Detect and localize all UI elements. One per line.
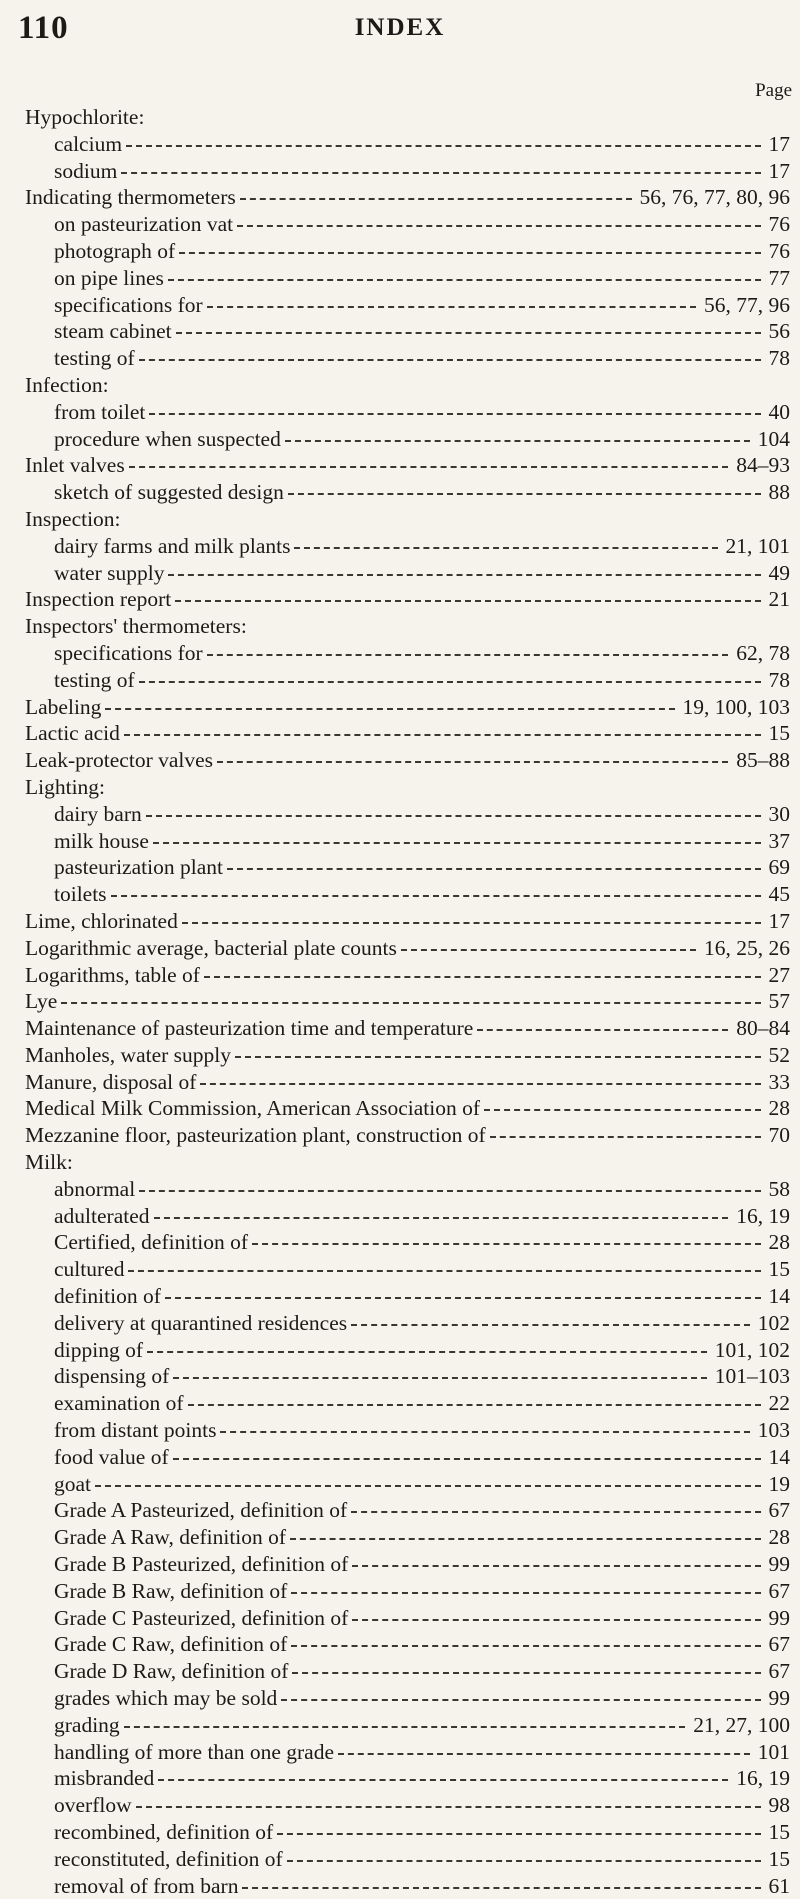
dot-leader bbox=[188, 1404, 761, 1406]
dot-leader bbox=[173, 1377, 707, 1379]
dot-leader bbox=[146, 815, 761, 817]
index-heading bbox=[0, 720, 800, 747]
entry-text: from toilet bbox=[54, 399, 146, 424]
entry-pages: 52 bbox=[765, 1042, 791, 1069]
entry-text: milk house bbox=[54, 828, 149, 853]
dot-leader bbox=[484, 1109, 761, 1111]
entry-pages: 56, 76, 77, 80, 96 bbox=[636, 184, 791, 211]
entry-pages: 37 bbox=[765, 828, 791, 855]
index-heading bbox=[0, 372, 800, 399]
dot-leader bbox=[154, 1217, 728, 1219]
index-heading bbox=[0, 506, 800, 533]
entry-pages: 56, 77, 96 bbox=[700, 292, 790, 319]
entry-pages: 21 bbox=[765, 586, 791, 613]
entry-text: food value of bbox=[54, 1444, 169, 1469]
index-subentry bbox=[0, 801, 800, 828]
dot-leader bbox=[111, 895, 761, 897]
dot-leader bbox=[291, 1645, 761, 1647]
entry-text: Infection: bbox=[25, 372, 109, 397]
entry-pages: 88 bbox=[765, 479, 791, 506]
entry-pages: 16, 25, 26 bbox=[700, 935, 790, 962]
entry-pages: 80–84 bbox=[732, 1015, 790, 1042]
dot-leader bbox=[207, 306, 696, 308]
dot-leader bbox=[291, 1592, 761, 1594]
entry-text: recombined, definition of bbox=[54, 1820, 274, 1844]
entry-text: dipping of bbox=[54, 1337, 143, 1362]
index-subentry bbox=[0, 1363, 800, 1390]
dot-leader bbox=[490, 1136, 761, 1138]
dot-leader bbox=[200, 1083, 761, 1085]
entry-text: abnormal bbox=[54, 1176, 136, 1201]
index-subentry bbox=[0, 211, 800, 238]
index-subentry bbox=[0, 1551, 800, 1578]
entry-text: definition of bbox=[54, 1284, 161, 1309]
entry-pages: 85–88 bbox=[732, 747, 790, 774]
entry-text: grades which may be sold bbox=[54, 1686, 278, 1711]
entry-pages: 102 bbox=[754, 1310, 790, 1337]
dot-leader bbox=[217, 761, 728, 763]
entry-pages: 15 bbox=[765, 720, 791, 747]
entry-pages: 67 bbox=[765, 1578, 791, 1605]
entry-pages: 17 bbox=[765, 131, 791, 158]
entry-pages: 84–93 bbox=[732, 452, 790, 479]
entry-text: Indicating thermometers bbox=[25, 185, 236, 210]
index-heading bbox=[0, 962, 800, 989]
entry-pages: 98 bbox=[765, 1792, 791, 1819]
entry-text: Hypochlorite: bbox=[25, 105, 145, 129]
index-heading bbox=[0, 1122, 800, 1149]
index-subentry bbox=[0, 318, 800, 345]
index-subentry bbox=[0, 292, 800, 319]
dot-leader bbox=[139, 1190, 761, 1192]
dot-leader bbox=[124, 1726, 685, 1728]
entry-pages: 15 bbox=[765, 1256, 791, 1283]
entry-text: sodium bbox=[54, 158, 118, 183]
dot-leader bbox=[352, 1619, 761, 1621]
index-heading bbox=[0, 184, 800, 211]
entry-text: dispensing of bbox=[54, 1364, 170, 1389]
entry-text: Inspectors' thermometers: bbox=[25, 614, 247, 639]
entry-pages: 57 bbox=[765, 988, 791, 1015]
index-subentry bbox=[0, 533, 800, 560]
index-heading bbox=[0, 935, 800, 962]
entry-pages: 99 bbox=[765, 1605, 791, 1632]
entry-text: toilets bbox=[54, 882, 107, 907]
entry-text: Grade A Pasteurized, definition of bbox=[54, 1498, 348, 1523]
dot-leader bbox=[168, 574, 761, 576]
entry-pages: 103 bbox=[754, 1417, 790, 1444]
dot-leader bbox=[294, 547, 718, 549]
entry-text: Lactic acid bbox=[25, 721, 120, 746]
entry-text: sketch of suggested design bbox=[54, 480, 284, 505]
entry-pages: 17 bbox=[765, 158, 791, 185]
entry-pages: 28 bbox=[765, 1095, 791, 1122]
index-subentry bbox=[0, 1524, 800, 1551]
dot-leader bbox=[139, 681, 761, 683]
entry-text: dairy barn bbox=[54, 801, 142, 826]
entry-pages: 22 bbox=[765, 1390, 791, 1417]
entry-pages: 77 bbox=[765, 265, 791, 292]
entry-pages: 67 bbox=[765, 1631, 791, 1658]
entry-text: procedure when suspected bbox=[54, 426, 281, 451]
index-heading bbox=[0, 774, 800, 801]
index-heading bbox=[0, 613, 800, 640]
entry-pages: 19 bbox=[765, 1471, 791, 1498]
index-subentry bbox=[0, 1256, 800, 1283]
entry-text: Manholes, water supply bbox=[25, 1042, 232, 1067]
dot-leader bbox=[281, 1699, 761, 1701]
entry-text: from distant points bbox=[54, 1418, 217, 1443]
index-subentry bbox=[0, 1792, 800, 1819]
entry-pages: 21, 101 bbox=[722, 533, 791, 560]
index-subentry bbox=[0, 1390, 800, 1417]
entry-pages: 33 bbox=[765, 1069, 791, 1096]
index-subentry bbox=[0, 426, 800, 453]
entry-pages: 61 bbox=[765, 1873, 791, 1899]
index-heading bbox=[0, 694, 800, 721]
entry-pages: 14 bbox=[765, 1444, 791, 1471]
entry-pages: 78 bbox=[765, 345, 791, 372]
entry-text: on pasteurization vat bbox=[54, 212, 234, 237]
index-subentry bbox=[0, 345, 800, 372]
dot-leader bbox=[204, 976, 761, 978]
entry-text: Grade D Raw, definition of bbox=[54, 1659, 289, 1684]
dot-leader bbox=[292, 1672, 761, 1674]
entry-text: delivery at quarantined residences bbox=[54, 1310, 348, 1335]
entry-text: specifications for bbox=[54, 640, 203, 665]
dot-leader bbox=[227, 868, 761, 870]
index-heading bbox=[0, 1095, 800, 1122]
dot-leader bbox=[220, 1431, 750, 1433]
index-subentry bbox=[0, 881, 800, 908]
index-subentry bbox=[0, 1578, 800, 1605]
dot-leader bbox=[401, 949, 696, 951]
entry-text: testing of bbox=[54, 346, 135, 371]
index-subentry bbox=[0, 1658, 800, 1685]
page-number: 110 bbox=[18, 10, 69, 46]
entry-text: on pipe lines bbox=[54, 265, 164, 290]
entry-text: misbranded bbox=[54, 1766, 155, 1791]
index-subentry bbox=[0, 828, 800, 855]
index-subentry bbox=[0, 560, 800, 587]
entry-pages: 99 bbox=[765, 1551, 791, 1578]
dot-leader bbox=[176, 332, 761, 334]
entry-text: adulterated bbox=[54, 1203, 150, 1228]
entry-pages: 101, 102 bbox=[711, 1337, 790, 1364]
dot-leader bbox=[175, 600, 761, 602]
index-heading bbox=[0, 908, 800, 935]
dot-leader bbox=[124, 734, 761, 736]
entry-pages: 78 bbox=[765, 667, 791, 694]
index-subentry bbox=[0, 238, 800, 265]
entry-pages: 40 bbox=[765, 399, 791, 426]
entry-text: Inspection: bbox=[25, 506, 121, 531]
entry-pages: 67 bbox=[765, 1658, 791, 1685]
index-subentry bbox=[0, 667, 800, 694]
dot-leader bbox=[126, 145, 761, 147]
running-title: INDEX bbox=[354, 14, 446, 41]
index-subentry bbox=[0, 1417, 800, 1444]
dot-leader bbox=[351, 1324, 750, 1326]
page-header bbox=[0, 0, 800, 60]
entry-pages: 101–103 bbox=[711, 1363, 790, 1390]
index-subentry bbox=[0, 854, 800, 881]
index-subentry bbox=[0, 1846, 800, 1873]
index-subentry bbox=[0, 1337, 800, 1364]
dot-leader bbox=[128, 1270, 761, 1272]
dot-leader bbox=[129, 466, 728, 468]
entry-text: Logarithmic average, bacterial plate counts bbox=[25, 935, 397, 960]
dot-leader bbox=[288, 493, 761, 495]
entry-text: Grade C Pasteurized, definition of bbox=[54, 1605, 349, 1630]
entry-pages: 27 bbox=[765, 962, 791, 989]
entry-text: Mezzanine floor, pasteurization plant, construction of bbox=[25, 1123, 486, 1148]
index-heading bbox=[0, 452, 800, 479]
index-subentry bbox=[0, 1631, 800, 1658]
entry-pages: 16, 19 bbox=[732, 1203, 790, 1230]
index-subentry bbox=[0, 640, 800, 667]
entry-text: Inlet valves bbox=[25, 453, 125, 478]
entry-pages: 76 bbox=[765, 211, 791, 238]
entry-text: Grade C Raw, definition of bbox=[54, 1632, 288, 1657]
entry-pages: 62, 78 bbox=[732, 640, 790, 667]
index-subentry bbox=[0, 1685, 800, 1712]
entry-pages: 67 bbox=[765, 1497, 791, 1524]
entry-text: reconstituted, definition of bbox=[54, 1846, 283, 1871]
entry-pages: 14 bbox=[765, 1283, 791, 1310]
index-heading bbox=[0, 104, 800, 131]
index-subentry bbox=[0, 1176, 800, 1203]
dot-leader bbox=[153, 842, 761, 844]
entry-text: Lighting: bbox=[25, 774, 106, 799]
entry-pages: 76 bbox=[765, 238, 791, 265]
dot-leader bbox=[182, 922, 761, 924]
entry-text: grading bbox=[54, 1712, 120, 1737]
entry-text: Inspection report bbox=[25, 587, 172, 612]
index-subentry bbox=[0, 1283, 800, 1310]
index-subentry bbox=[0, 399, 800, 426]
index-subentry bbox=[0, 265, 800, 292]
entry-text: Lye bbox=[25, 989, 58, 1014]
entry-text: Grade A Raw, definition of bbox=[54, 1525, 287, 1550]
index-subentry bbox=[0, 1203, 800, 1230]
entry-text: Manure, disposal of bbox=[25, 1069, 197, 1094]
index-heading bbox=[0, 747, 800, 774]
dot-leader bbox=[277, 1833, 761, 1835]
entry-text: Certified, definition of bbox=[54, 1230, 249, 1255]
dot-leader bbox=[240, 198, 632, 200]
entry-text: examination of bbox=[54, 1391, 184, 1416]
index-subentry bbox=[0, 1229, 800, 1256]
entry-text: pasteurization plant bbox=[54, 855, 223, 880]
entry-pages: 16, 19 bbox=[732, 1765, 790, 1792]
dot-leader bbox=[136, 1806, 761, 1808]
dot-leader bbox=[95, 1485, 761, 1487]
entry-pages: 15 bbox=[765, 1846, 791, 1873]
dot-leader bbox=[61, 1002, 761, 1004]
entry-text: goat bbox=[54, 1471, 92, 1496]
entry-pages: 17 bbox=[765, 908, 791, 935]
dot-leader bbox=[477, 1029, 728, 1031]
entry-pages: 28 bbox=[765, 1524, 791, 1551]
entry-text: overflow bbox=[54, 1793, 132, 1818]
entry-pages: 70 bbox=[765, 1122, 791, 1149]
entry-pages: 49 bbox=[765, 560, 791, 587]
dot-leader bbox=[158, 1779, 728, 1781]
dot-leader bbox=[139, 359, 761, 361]
entry-text: steam cabinet bbox=[54, 319, 172, 344]
index-subentry bbox=[0, 1497, 800, 1524]
entry-text: water supply bbox=[54, 560, 165, 585]
entry-text: Grade B Pasteurized, definition of bbox=[54, 1552, 349, 1577]
entry-text: photograph of bbox=[54, 238, 176, 263]
index-subentry bbox=[0, 1873, 800, 1899]
index-entries bbox=[0, 104, 800, 1899]
entry-text: Maintenance of pasteurization time and temperature bbox=[25, 1016, 474, 1041]
index-subentry bbox=[0, 1819, 800, 1846]
entry-pages: 99 bbox=[765, 1685, 791, 1712]
index-subentry bbox=[0, 1471, 800, 1498]
dot-leader bbox=[179, 252, 761, 254]
entry-text: Grade B Raw, definition of bbox=[54, 1578, 288, 1603]
entry-text: Labeling bbox=[25, 694, 102, 719]
entry-pages: 19, 100, 103 bbox=[679, 694, 791, 721]
page-column-label: Page bbox=[755, 80, 792, 101]
dot-leader bbox=[287, 1860, 761, 1862]
dot-leader bbox=[252, 1243, 761, 1245]
index-heading bbox=[0, 586, 800, 613]
index-heading bbox=[0, 1015, 800, 1042]
entry-text: testing of bbox=[54, 667, 135, 692]
entry-pages: 45 bbox=[765, 881, 791, 908]
entry-text: handling of more than one grade bbox=[54, 1739, 335, 1764]
entry-text: calcium bbox=[54, 131, 123, 156]
index-subentry bbox=[0, 1605, 800, 1632]
entry-text: Medical Milk Commission, American Association of bbox=[25, 1096, 481, 1121]
entry-text: removal of from barn bbox=[54, 1873, 239, 1898]
dot-leader bbox=[207, 654, 728, 656]
dot-leader bbox=[149, 413, 761, 415]
index-heading bbox=[0, 988, 800, 1015]
dot-leader bbox=[237, 225, 761, 227]
index-subentry bbox=[0, 479, 800, 506]
index-subentry bbox=[0, 1739, 800, 1766]
entry-text: specifications for bbox=[54, 292, 203, 317]
dot-leader bbox=[147, 1351, 707, 1353]
entry-pages: 28 bbox=[765, 1229, 791, 1256]
dot-leader bbox=[352, 1565, 761, 1567]
index-heading bbox=[0, 1042, 800, 1069]
dot-leader bbox=[242, 1887, 761, 1889]
entry-text: dairy farms and milk plants bbox=[54, 533, 291, 558]
index-subentry bbox=[0, 1444, 800, 1471]
dot-leader bbox=[290, 1538, 761, 1540]
index-heading bbox=[0, 1149, 800, 1176]
index-subentry bbox=[0, 158, 800, 185]
entry-text: Milk: bbox=[25, 1150, 73, 1175]
dot-leader bbox=[338, 1753, 750, 1755]
dot-leader bbox=[235, 1056, 761, 1058]
dot-leader bbox=[121, 172, 761, 174]
entry-pages: 58 bbox=[765, 1176, 791, 1203]
index-subentry bbox=[0, 1712, 800, 1739]
entry-pages: 21, 27, 100 bbox=[689, 1712, 790, 1739]
entry-text: Lime, chlorinated bbox=[25, 908, 178, 933]
entry-pages: 15 bbox=[765, 1819, 791, 1846]
dot-leader bbox=[165, 1297, 761, 1299]
entry-pages: 101 bbox=[754, 1739, 790, 1766]
entry-text: Leak-protector valves bbox=[25, 748, 214, 773]
entry-pages: 69 bbox=[765, 854, 791, 881]
entry-pages: 56 bbox=[765, 318, 791, 345]
entry-pages: 30 bbox=[765, 801, 791, 828]
dot-leader bbox=[168, 279, 761, 281]
entry-text: cultured bbox=[54, 1257, 125, 1282]
entry-pages: 104 bbox=[754, 426, 790, 453]
dot-leader bbox=[173, 1458, 761, 1460]
dot-leader bbox=[351, 1511, 761, 1513]
index-subentry bbox=[0, 1765, 800, 1792]
dot-leader bbox=[285, 440, 750, 442]
index-heading bbox=[0, 1069, 800, 1096]
dot-leader bbox=[105, 708, 675, 710]
entry-text: Logarithms, table of bbox=[25, 962, 200, 987]
index-subentry bbox=[0, 131, 800, 158]
index-subentry bbox=[0, 1310, 800, 1337]
